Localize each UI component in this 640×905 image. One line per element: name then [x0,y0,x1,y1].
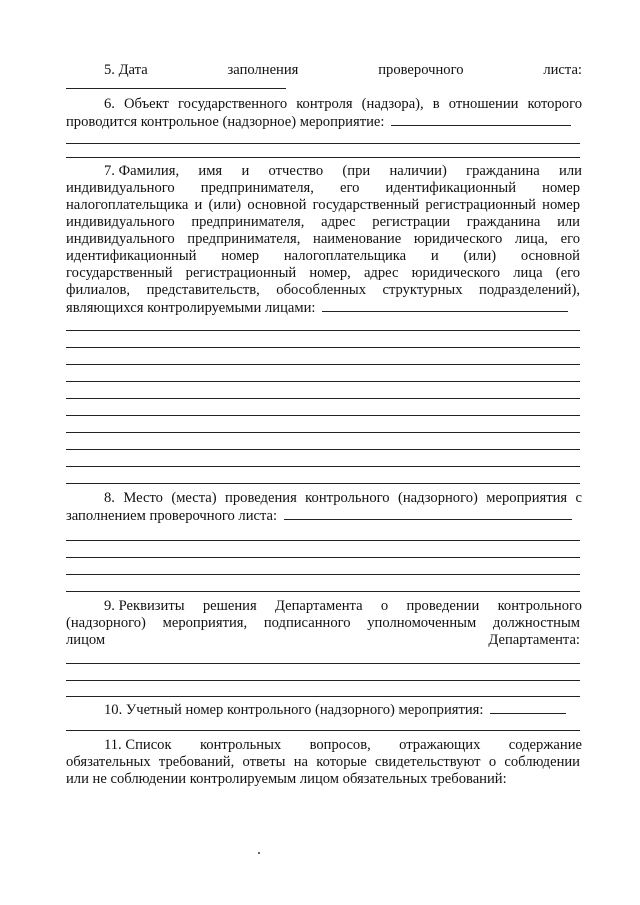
section-7-line-6 [66,248,580,265]
section-7-line-4: индивидуального предпринимателя, адрес регистрации гражданина или [66,214,580,230]
section-9-blank-line[interactable] [66,696,580,697]
section-9-word: 9. Реквизиты [104,598,185,614]
section-7-word: (или) [463,248,497,264]
section-7-fill-line[interactable] [322,299,568,312]
section-8-blank-line[interactable] [66,540,580,541]
section-7-blank-line[interactable] [66,347,580,348]
section-7-word: 7. Фамилия, [104,163,180,179]
section-7-line-8: филиалов, представительств, обособленных структурных подразделений), [66,282,580,298]
section-9-word: контрольного [497,598,582,614]
section-7-word: и [241,163,250,179]
section-7-word: основной [520,248,580,264]
section-7-blank-line[interactable] [66,483,580,484]
section-7-word: и [430,248,439,264]
section-7-blank-line[interactable] [66,449,580,450]
section-11-word: 11. Список [104,737,172,753]
section-7-blank-line[interactable] [66,381,580,382]
section-9-line-3 [66,632,580,649]
section-6-line-1: 6. Объект государственного контроля (надзора), в отношении которого [104,96,582,112]
section-7-label: являющихся контролируемыми лицами: [66,300,316,316]
section-7-word: идентификационный [66,248,197,264]
section-11-line-1 [104,737,582,754]
section-7-blank-line[interactable] [66,364,580,365]
section-11-line-3: или не соблюдении контролируемым лицом обязательных требований: [66,771,507,787]
page-speck [258,852,260,854]
section-9-line-1 [104,598,582,615]
section-7-blank-line[interactable] [66,466,580,467]
section-10-label: 10. Учетный номер контрольного (надзорного) мероприятия: [104,702,484,718]
section-10-blank-line[interactable] [66,730,580,731]
section-8-label: заполнением проверочного листа: [66,508,278,524]
section-9-blank-line[interactable] [66,663,580,664]
section-7-word: (при [342,163,371,179]
section-7-word: номер [221,248,260,264]
section-6-blank-line[interactable] [66,157,580,158]
section-11-word: вопросов, [309,737,371,753]
section-7-word: гражданина [466,163,540,179]
section-11-word: отражающих [399,737,481,753]
section-8-line-2 [66,507,580,524]
section-10-fill-line[interactable] [490,701,566,714]
section-8-blank-line[interactable] [66,557,580,558]
section-5-word: 5. Дата [104,62,148,78]
section-7-word: налогоплательщика [283,248,407,264]
section-11-word: контрольных [199,737,282,753]
section-8-blank-line[interactable] [66,574,580,575]
section-11-line-2: обязательных требований, ответы на которые свидетельствуют о соблюдении [66,754,580,770]
section-7-line-3: налогоплательщика и (или) основной государственный регистрационный номер [66,197,580,213]
section-5-line [104,62,582,79]
section-7-line-9 [66,299,580,316]
section-7-word: отчество [268,163,324,179]
section-9-label-left: лицом [66,632,106,648]
section-6-line-2 [66,113,580,130]
section-6-fill-line[interactable] [391,113,571,126]
section-7-word: наличии) [389,163,447,179]
section-7-line-2: индивидуального предпринимателя, его идентификационный номер [66,180,580,196]
section-7-blank-line[interactable] [66,330,580,331]
section-5-fill-line[interactable] [66,88,286,89]
section-6-label: проводится контрольное (надзорное) мероприятие: [66,114,385,130]
section-7-word: или [559,163,582,179]
section-9-line-2: (надзорного) мероприятия, подписанного уполномоченным должностным [66,615,580,631]
section-7-line-1 [104,163,582,180]
section-9-word: Департамента [274,598,363,614]
section-10-line-1 [104,701,580,718]
section-7-blank-line[interactable] [66,398,580,399]
section-7-line-7: государственный регистрационный номер, адрес юридического лица (его [66,265,580,281]
section-6-blank-line[interactable] [66,143,580,144]
section-7-blank-line[interactable] [66,432,580,433]
section-5-word: листа: [543,62,582,78]
section-7-word: имя [198,163,223,179]
section-9-word: решения [202,598,257,614]
section-7-line-5: индивидуального предпринимателя, наименование юридического лица, его [66,231,580,247]
section-9-word: проведении [406,598,480,614]
section-11-word: содержание [508,737,582,753]
section-5-word: заполнения [227,62,299,78]
section-7-blank-line[interactable] [66,415,580,416]
section-9-blank-line[interactable] [66,680,580,681]
section-8-blank-line[interactable] [66,591,580,592]
section-5-word: проверочного [378,62,464,78]
section-9-word: о [380,598,389,614]
section-9-label-right: Департамента: [488,632,580,648]
section-8-line-1: 8. Место (места) проведения контрольного (надзорного) мероприятия с [104,490,582,506]
section-8-fill-line[interactable] [284,507,572,520]
